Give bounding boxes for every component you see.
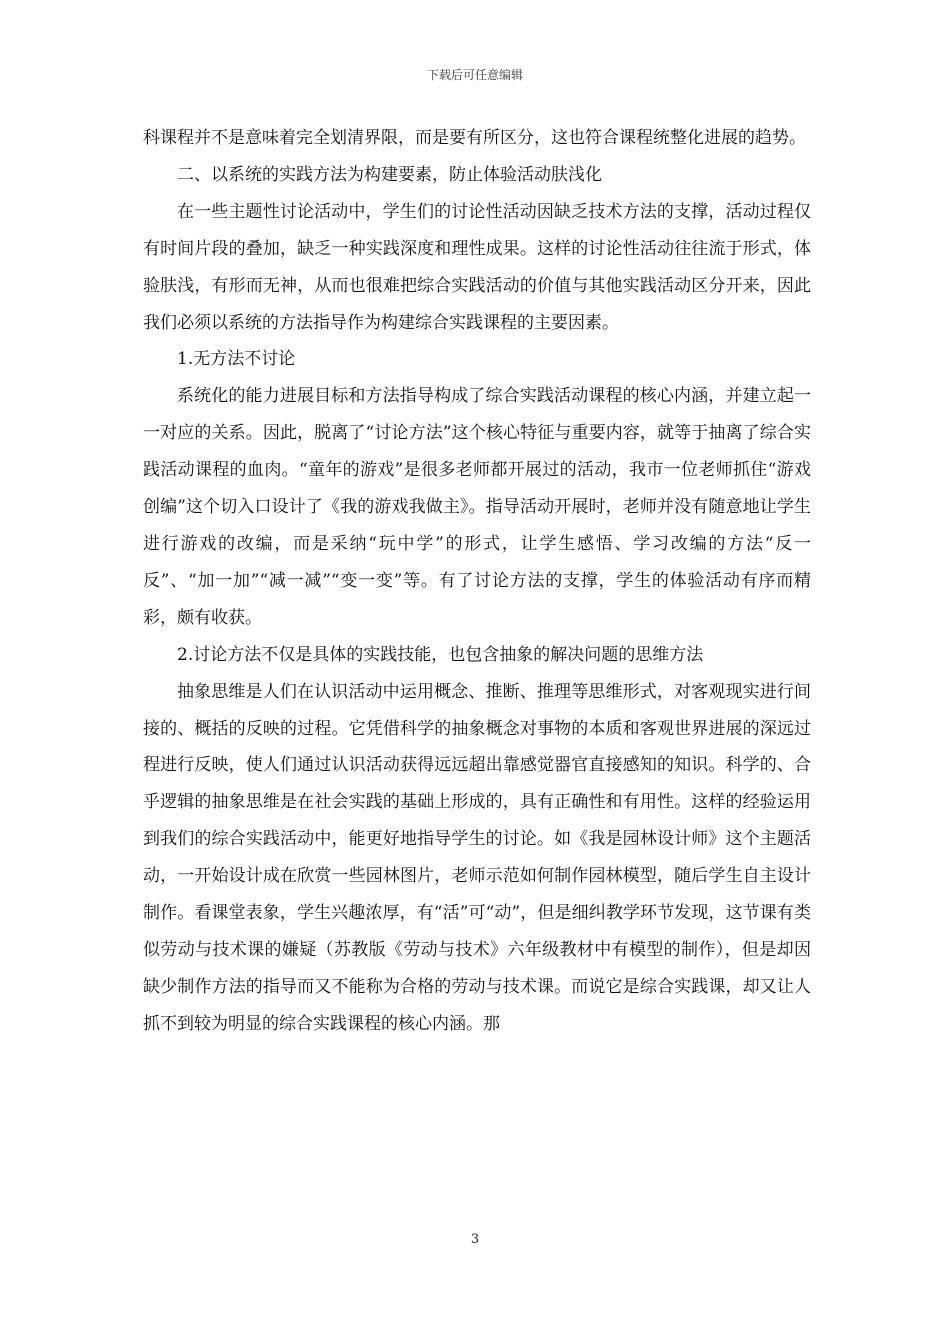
section-heading-2: 二、以系统的实践方法为构建要素，防止体验活动肤浅化 (177, 164, 602, 185)
paragraph: 抽象思维是人们在认识活动中运用概念、推断、推理等思维形式，对客观现实进行间接的、概括的反映的过程。它凭借科学的抽象概念对事物的本质和客观世界进展的深远过程进行反映，使人们通过认识活动获得远远超出靠感觉器官直接感知的知识。科学的、合乎逻辑的抽象思维是在社会实践的基础上形成的，具有正确性和有用性。这样的经验运用到我们的综合实践活动中，能更好地指导学生的讨论。如《我是园林设计师》这个主题活动，一开始设计成在欣赏一些园林图片，老师示范如何制作园林模型，随后学生自主设计制作。看课堂表象，学生兴趣浓厚，有“活”可“动”，但是细纠教学环节发现，这节课有类似劳动与技术课的嫌疑（苏教版《劳动与技术》六年级教材中有模型的制作），但是却因缺少制作方法的指导而又不能称为合格的劳动与技术课。而说它是综合实践课，却又让人抓不到较为明显的综合实践课程的核心内涵。那 (143, 681, 811, 1034)
subsection-heading-1: 1.无方法不讨论 (177, 349, 296, 370)
paragraph: 在一些主题性讨论活动中，学生们的讨论性活动因缺乏技术方法的支撑，活动过程仅有时间片段的叠加，缺乏一种实践深度和理性成果。这样的讨论性活动往往流于形式，体验肤浅，有形而无神，从而也很难把综合实践活动的价值与其他实践活动区分开来，因此我们必须以系统的方法指导作为构建综合实践课程的主要因素。 (143, 201, 811, 333)
paragraph-continuation: 科课程并不是意味着完全划清界限，而是要有所区分，这也符合课程统整化进展的趋势。 (143, 128, 806, 148)
page-header: 下载后可任意编辑 (426, 68, 523, 82)
document-body (143, 120, 811, 1043)
paragraph: 系统化的能力进展目标和方法指导构成了综合实践活动课程的核心内涵，并建立起一一对应的关系。因此，脱离了“讨论方法”这个核心特征与重要内容，就等于抽离了综合实践活动课程的血肉。“童年的游戏”是很多老师都开展过的活动，我市一位老师抓住“游戏创编”这个切入口设计了《我的游戏我做主》。指导活动开展时，老师并没有随意地让学生进行游戏的改编，而是采纳“玩中学”的形式，让学生感悟、学习改编的方法“反一反”、“加一加”“减一减”“变一变”等。有了讨论方法的支撑，学生的体验活动有序而精彩，颇有收获。 (143, 386, 811, 628)
subsection-heading-2: 2.讨论方法不仅是具体的实践技能，也包含抽象的解决问题的思维方法 (177, 644, 704, 665)
page-number: 3 (470, 1232, 480, 1247)
